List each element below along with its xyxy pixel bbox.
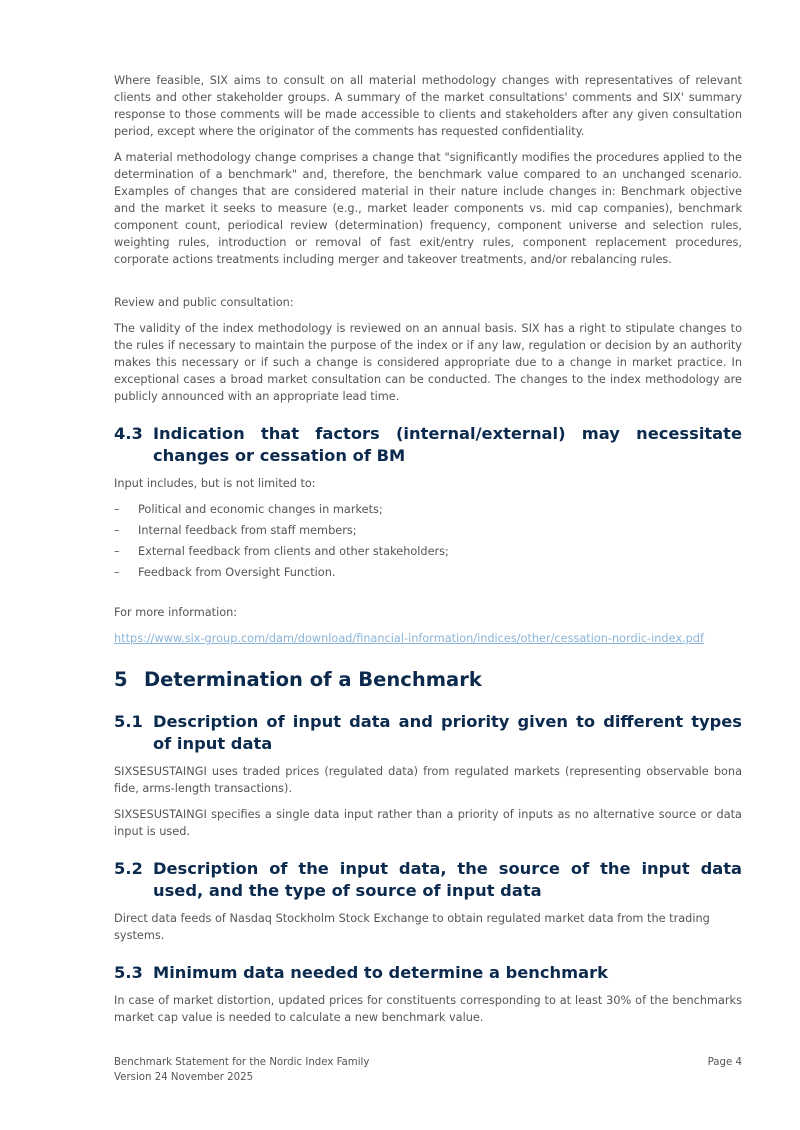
cessation-pdf-link[interactable]: https://www.six-group.com/dam/download/financial-information/indices/other/cessation-nordic-index.pdf: [114, 632, 704, 645]
spacer: [114, 277, 742, 294]
list-item-text: Political and economic changes in markets;: [138, 503, 383, 516]
review-heading: Review and public consultation:: [114, 296, 294, 309]
list-item: [114, 501, 742, 518]
list-item: [114, 564, 742, 581]
list-item: [114, 522, 742, 539]
paragraph-single-input: SIXSESUSTAINGI specifies a single data input rather than a priority of inputs as no alternative source or data input is used.: [114, 808, 742, 838]
dash-bullet: –: [114, 503, 120, 516]
paragraph-data-feeds: Direct data feeds of Nasdaq Stockholm Stock Exchange to obtain regulated market data from the trading systems.: [114, 912, 710, 942]
section-number: 5: [114, 668, 128, 691]
section-title: Description of input data and priority given to different types of input data: [153, 712, 742, 753]
section-number: 4.3: [114, 424, 143, 443]
footer-version: Version 24 November 2025: [114, 1072, 254, 1083]
spacer: [114, 587, 742, 604]
document-page: [114, 72, 742, 1035]
section-number: 5.2: [114, 859, 143, 878]
page-number: Page 4: [707, 1057, 742, 1068]
section-5-1-heading: [114, 711, 742, 755]
dash-bullet: –: [114, 545, 120, 558]
paragraph-minimum-data: In case of market distortion, updated prices for constituents corresponding to at least 30% of the benchmarks market cap value is needed to calculate a new benchmark value.: [114, 994, 742, 1024]
factor-list: [114, 501, 742, 581]
dash-bullet: –: [114, 524, 120, 537]
section-title: Minimum data needed to determine a benchmark: [153, 963, 608, 982]
section-number: 5.3: [114, 963, 143, 982]
list-item-text: Feedback from Oversight Function.: [138, 566, 336, 579]
section-title: Description of the input data, the source of the input data used, and the type of source of input data: [153, 859, 742, 900]
footer-document-title: Benchmark Statement for the Nordic Index Family: [114, 1057, 370, 1068]
section-title: Indication that factors (internal/external) may necessitate changes or cessation of BM: [153, 424, 742, 465]
section-5-3-heading: [114, 962, 742, 984]
section-5-heading: [114, 667, 742, 693]
section-4-3-heading: [114, 423, 742, 467]
list-item-text: External feedback from clients and other stakeholders;: [138, 545, 449, 558]
section-title: Determination of a Benchmark: [144, 668, 482, 691]
link-paragraph: [114, 630, 742, 647]
input-lead: Input includes, but is not limited to:: [114, 477, 316, 490]
list-item-text: Internal feedback from staff members;: [138, 524, 357, 537]
paragraph-material-change: A material methodology change comprises a change that "significantly modifies the procedures applied to the determination of a benchmark" and, therefore, the benchmark value compared to an unchanged scenario. Examples of changes that are considered material in their nature include changes in: Benchmark objective and the market it seeks to measure (e.g., market leader components vs. mid cap companies), benchmark component count, periodical review (determination) frequency, component universe and selection rules, weighting rules, introduction or removal of fast exit/entry rules, component replacement procedures, corporate actions treatments including merger and takeover treatments, and/or rebalancing rules.: [114, 151, 742, 266]
list-item: [114, 543, 742, 560]
section-5-2-heading: [114, 858, 742, 902]
paragraph-consultation: Where feasible, SIX aims to consult on all material methodology changes with representatives of relevant clients and other stakeholder groups. A summary of the market consultations' comments and SIX' summary response to those comments will be made accessible to clients and stakeholders after any given consultation period, except where the originator of the comments has requested confidentiality.: [114, 74, 742, 138]
more-info-label: For more information:: [114, 606, 238, 619]
section-number: 5.1: [114, 712, 143, 731]
paragraph-input-data: SIXSESUSTAINGI uses traded prices (regulated data) from regulated markets (representing observable bona fide, arms-length transactions).: [114, 765, 742, 795]
dash-bullet: –: [114, 566, 120, 579]
paragraph-review: The validity of the index methodology is reviewed on an annual basis. SIX has a right to stipulate changes to the rules if necessary to maintain the purpose of the index or if any law, regulation or decision by an authority makes this necessary or if such a change is considered appropriate due to a change in market practice. In exceptional cases a broad market consultation can be conducted. The changes to the index methodology are publicly announced with an appropriate lead time.: [114, 322, 742, 403]
page-footer: [114, 1055, 742, 1085]
